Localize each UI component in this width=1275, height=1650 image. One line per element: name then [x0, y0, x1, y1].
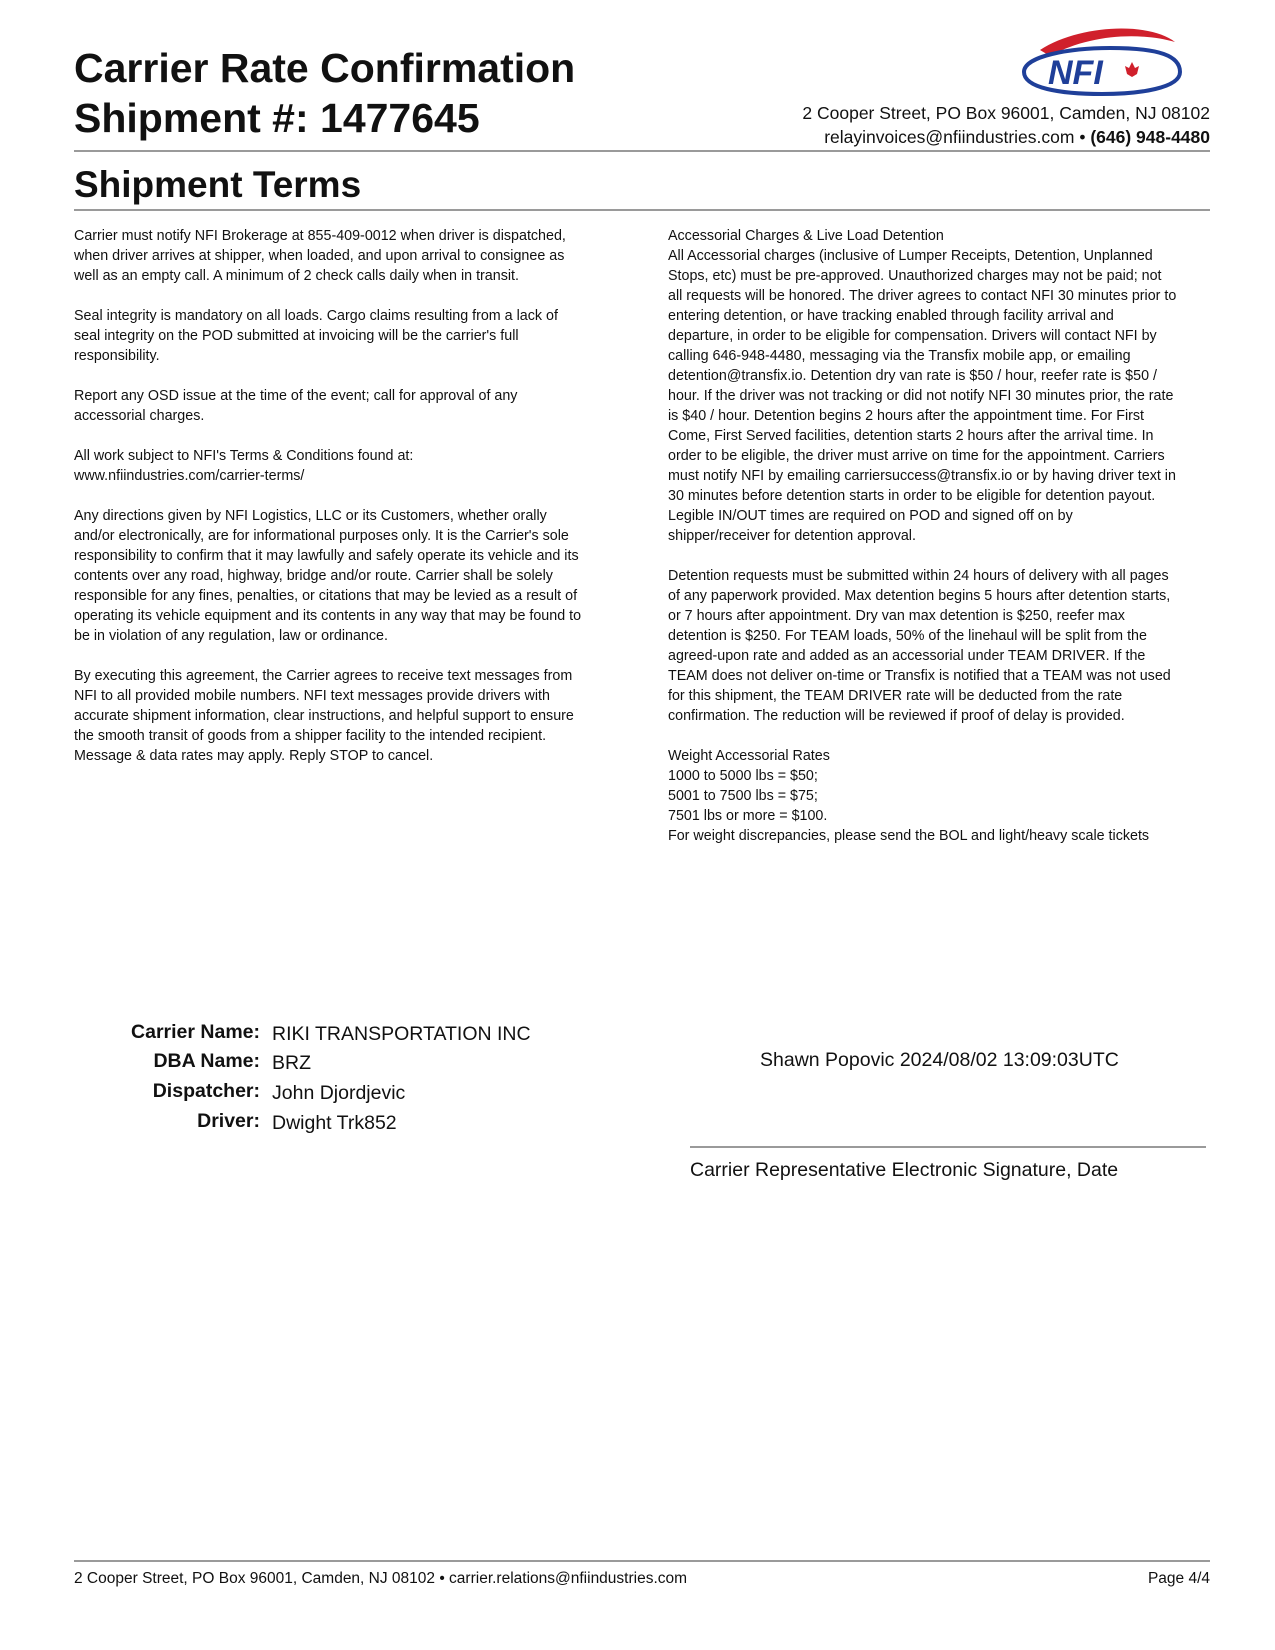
text-line: responsibility.: [74, 348, 160, 364]
terms-paragraph: [668, 566, 1228, 726]
text-line: detention@transfix.io. Detention dry van rate is $50 / hour, reefer rate is $50 /: [668, 368, 1157, 384]
footer-divider: [74, 1560, 1210, 1562]
terms-paragraph: [668, 226, 1228, 546]
text-line: shipper/receiver for detention approval.: [668, 528, 916, 544]
text-line: For weight discrepancies, please send the BOL and light/heavy scale tickets: [668, 828, 1150, 844]
header-email[interactable]: relayinvoices@nfiindustries.com: [824, 127, 1075, 147]
page-number: Page 4/4: [1147, 1570, 1210, 1587]
footer-address: 2 Cooper Street, PO Box 96001, Camden, NJ 08102 • carrier.relations@nfiindustries.com: [74, 1570, 688, 1587]
text-line: Legible IN/OUT times are required on POD and signed off on by: [668, 508, 1073, 524]
text-line: all requests will be honored. The driver agrees to contact NFI 30 minutes prior to: [668, 288, 1177, 304]
text-line: accurate shipment information, clear instructions, and helpful support to ensure: [74, 708, 574, 724]
text-line: Seal integrity is mandatory on all loads. Cargo claims resulting from a lack of: [74, 308, 558, 324]
section-divider: [74, 209, 1210, 211]
text-line: accessorial charges.: [74, 408, 205, 424]
section-title: Shipment Terms: [74, 164, 362, 205]
document-title: Carrier Rate Confirmation: [74, 45, 576, 91]
text-line: contents over any road, highway, bridge and/or route. Carrier shall be solely: [74, 568, 553, 584]
text-line: Carrier must notify NFI Brokerage at 855-409-0012 when driver is dispatched,: [74, 228, 566, 244]
driver-label: Driver:: [197, 1110, 260, 1132]
shipment-number: Shipment #: 1477645: [74, 95, 480, 141]
carrier-name-value: RIKI TRANSPORTATION INC: [272, 1023, 531, 1045]
text-line: confirmation. The reduction will be reviewed if proof of delay is provided.: [668, 708, 1125, 724]
dba-name-label: DBA Name:: [153, 1050, 260, 1072]
header-contact: [824, 125, 1210, 149]
dba-name-value: BRZ: [272, 1052, 311, 1074]
text-line: Come, First Served facilities, detention starts 2 hours after the arrival time. In: [668, 428, 1154, 444]
text-line: 7501 lbs or more = $100.: [668, 808, 828, 824]
text-line: be in violation of any regulation, law or ordinance.: [74, 628, 388, 644]
carrier-name-label: Carrier Name:: [131, 1021, 260, 1043]
text-line: entering detention, or have tracking enabled through facility arrival and: [668, 308, 1114, 324]
text-line: must notify NFI by emailing carriersuccess@transfix.io or by having driver text in: [668, 468, 1176, 484]
text-line: operating its vehicle equipment and its contents in any way that may be found to: [74, 608, 582, 624]
text-line: detention is $250. For TEAM loads, 50% of the linehaul will be split from the: [668, 628, 1147, 644]
text-line: order to be eligible, the driver must arrive on time for the appointment. Carriers: [668, 448, 1165, 464]
terms-paragraph: [74, 386, 634, 426]
dispatcher-value: John Djordjevic: [272, 1082, 406, 1104]
text-line: 5001 to 7500 lbs = $75;: [668, 788, 818, 804]
maple-leaf-icon: [1124, 60, 1140, 78]
text-line: 30 minutes before detention starts in order to be eligible for detention payout.: [668, 488, 1156, 504]
logo-text: NFI: [1048, 54, 1103, 92]
text-line: and/or electronically, are for informational purposes only. It is the Carrier's sole: [74, 528, 569, 544]
text-line: Stops, etc) must be pre-approved. Unauthorized charges may not be paid; not: [668, 268, 1162, 284]
text-line: of any paperwork provided. Max detention begins 5 hours after detention starts,: [668, 588, 1171, 604]
text-line: TEAM does not deliver on-time or Transfix is notified that a TEAM was not used: [668, 668, 1171, 684]
terms-paragraph: [74, 446, 634, 486]
text-line: All work subject to NFI's Terms & Conditions found at:: [74, 448, 414, 464]
signature-caption: Carrier Representative Electronic Signature, Date: [690, 1159, 1119, 1181]
text-line: responsible for any fines, penalties, or citations that may be levied as a result of: [74, 588, 578, 604]
text-line: calling 646-948-4480, messaging via the Transfix mobile app, or emailing: [668, 348, 1131, 364]
text-line: for this shipment, the TEAM DRIVER rate will be deducted from the rate: [668, 688, 1123, 704]
electronic-signature: Shawn Popovic 2024/08/02 13:09:03UTC: [760, 1049, 1119, 1071]
driver-value: Dwight Trk852: [272, 1112, 397, 1134]
text-line: well as an empty call. A minimum of 2 check calls daily when in transit.: [74, 268, 519, 284]
terms-paragraph: [74, 226, 634, 286]
header-phone[interactable]: (646) 948-4480: [1090, 127, 1210, 147]
terms-left-column: [74, 226, 634, 786]
terms-paragraph: [74, 306, 634, 366]
text-line: Accessorial Charges & Live Load Detention: [668, 228, 944, 244]
text-line: departure, in order to be eligible for compensation. Drivers will contact NFI by: [668, 328, 1157, 344]
text-line: seal integrity on the POD submitted at invoicing will be the carrier's full: [74, 328, 519, 344]
text-line: responsibility to confirm that it may lawfully and safely operate its vehicle and its: [74, 548, 579, 564]
text-line: By executing this agreement, the Carrier agrees to receive text messages from: [74, 668, 573, 684]
text-line: NFI to all provided mobile numbers. NFI text messages provide drivers with: [74, 688, 550, 704]
text-line: Any directions given by NFI Logistics, LLC or its Customers, whether orally: [74, 508, 547, 524]
text-line: the smooth transit of goods from a shipper facility to the intended recipient.: [74, 728, 547, 744]
terms-paragraph: [668, 746, 1228, 846]
text-line: is $40 / hour. Detention begins 2 hours after the appointment time. For First: [668, 408, 1145, 424]
terms-right-column: [668, 226, 1228, 866]
text-line: All Accessorial charges (inclusive of Lumper Receipts, Detention, Unplanned: [668, 248, 1153, 264]
text-line: when driver arrives at shipper, when loaded, and upon arrival to consignee as: [74, 248, 565, 264]
dispatcher-label: Dispatcher:: [152, 1080, 260, 1102]
signature-line: [690, 1146, 1206, 1148]
header-address: 2 Cooper Street, PO Box 96001, Camden, NJ 08102: [802, 103, 1210, 123]
text-line: Message & data rates may apply. Reply STOP to cancel.: [74, 748, 434, 764]
header-divider: [74, 150, 1210, 152]
terms-paragraph: [74, 666, 634, 766]
text-line: or 7 hours after appointment. Dry van max detention is $250, reefer max: [668, 608, 1125, 624]
text-line: Report any OSD issue at the time of the event; call for approval of any: [74, 388, 518, 404]
text-line: 1000 to 5000 lbs = $50;: [668, 768, 818, 784]
terms-paragraph: [74, 506, 634, 646]
text-line: Detention requests must be submitted within 24 hours of delivery with all pages: [668, 568, 1169, 584]
text-line: agreed-upon rate and added as an accessorial under TEAM DRIVER. If the: [668, 648, 1146, 664]
nfi-logo: [1010, 22, 1210, 102]
text-line: Weight Accessorial Rates: [668, 748, 830, 764]
text-line: hour. If the driver was not tracking or did not notify NFI 30 minutes prior, the rate: [668, 388, 1174, 404]
terms-link[interactable]: www.nfiindustries.com/carrier-terms/: [74, 468, 305, 484]
header-separator: •: [1074, 127, 1091, 147]
